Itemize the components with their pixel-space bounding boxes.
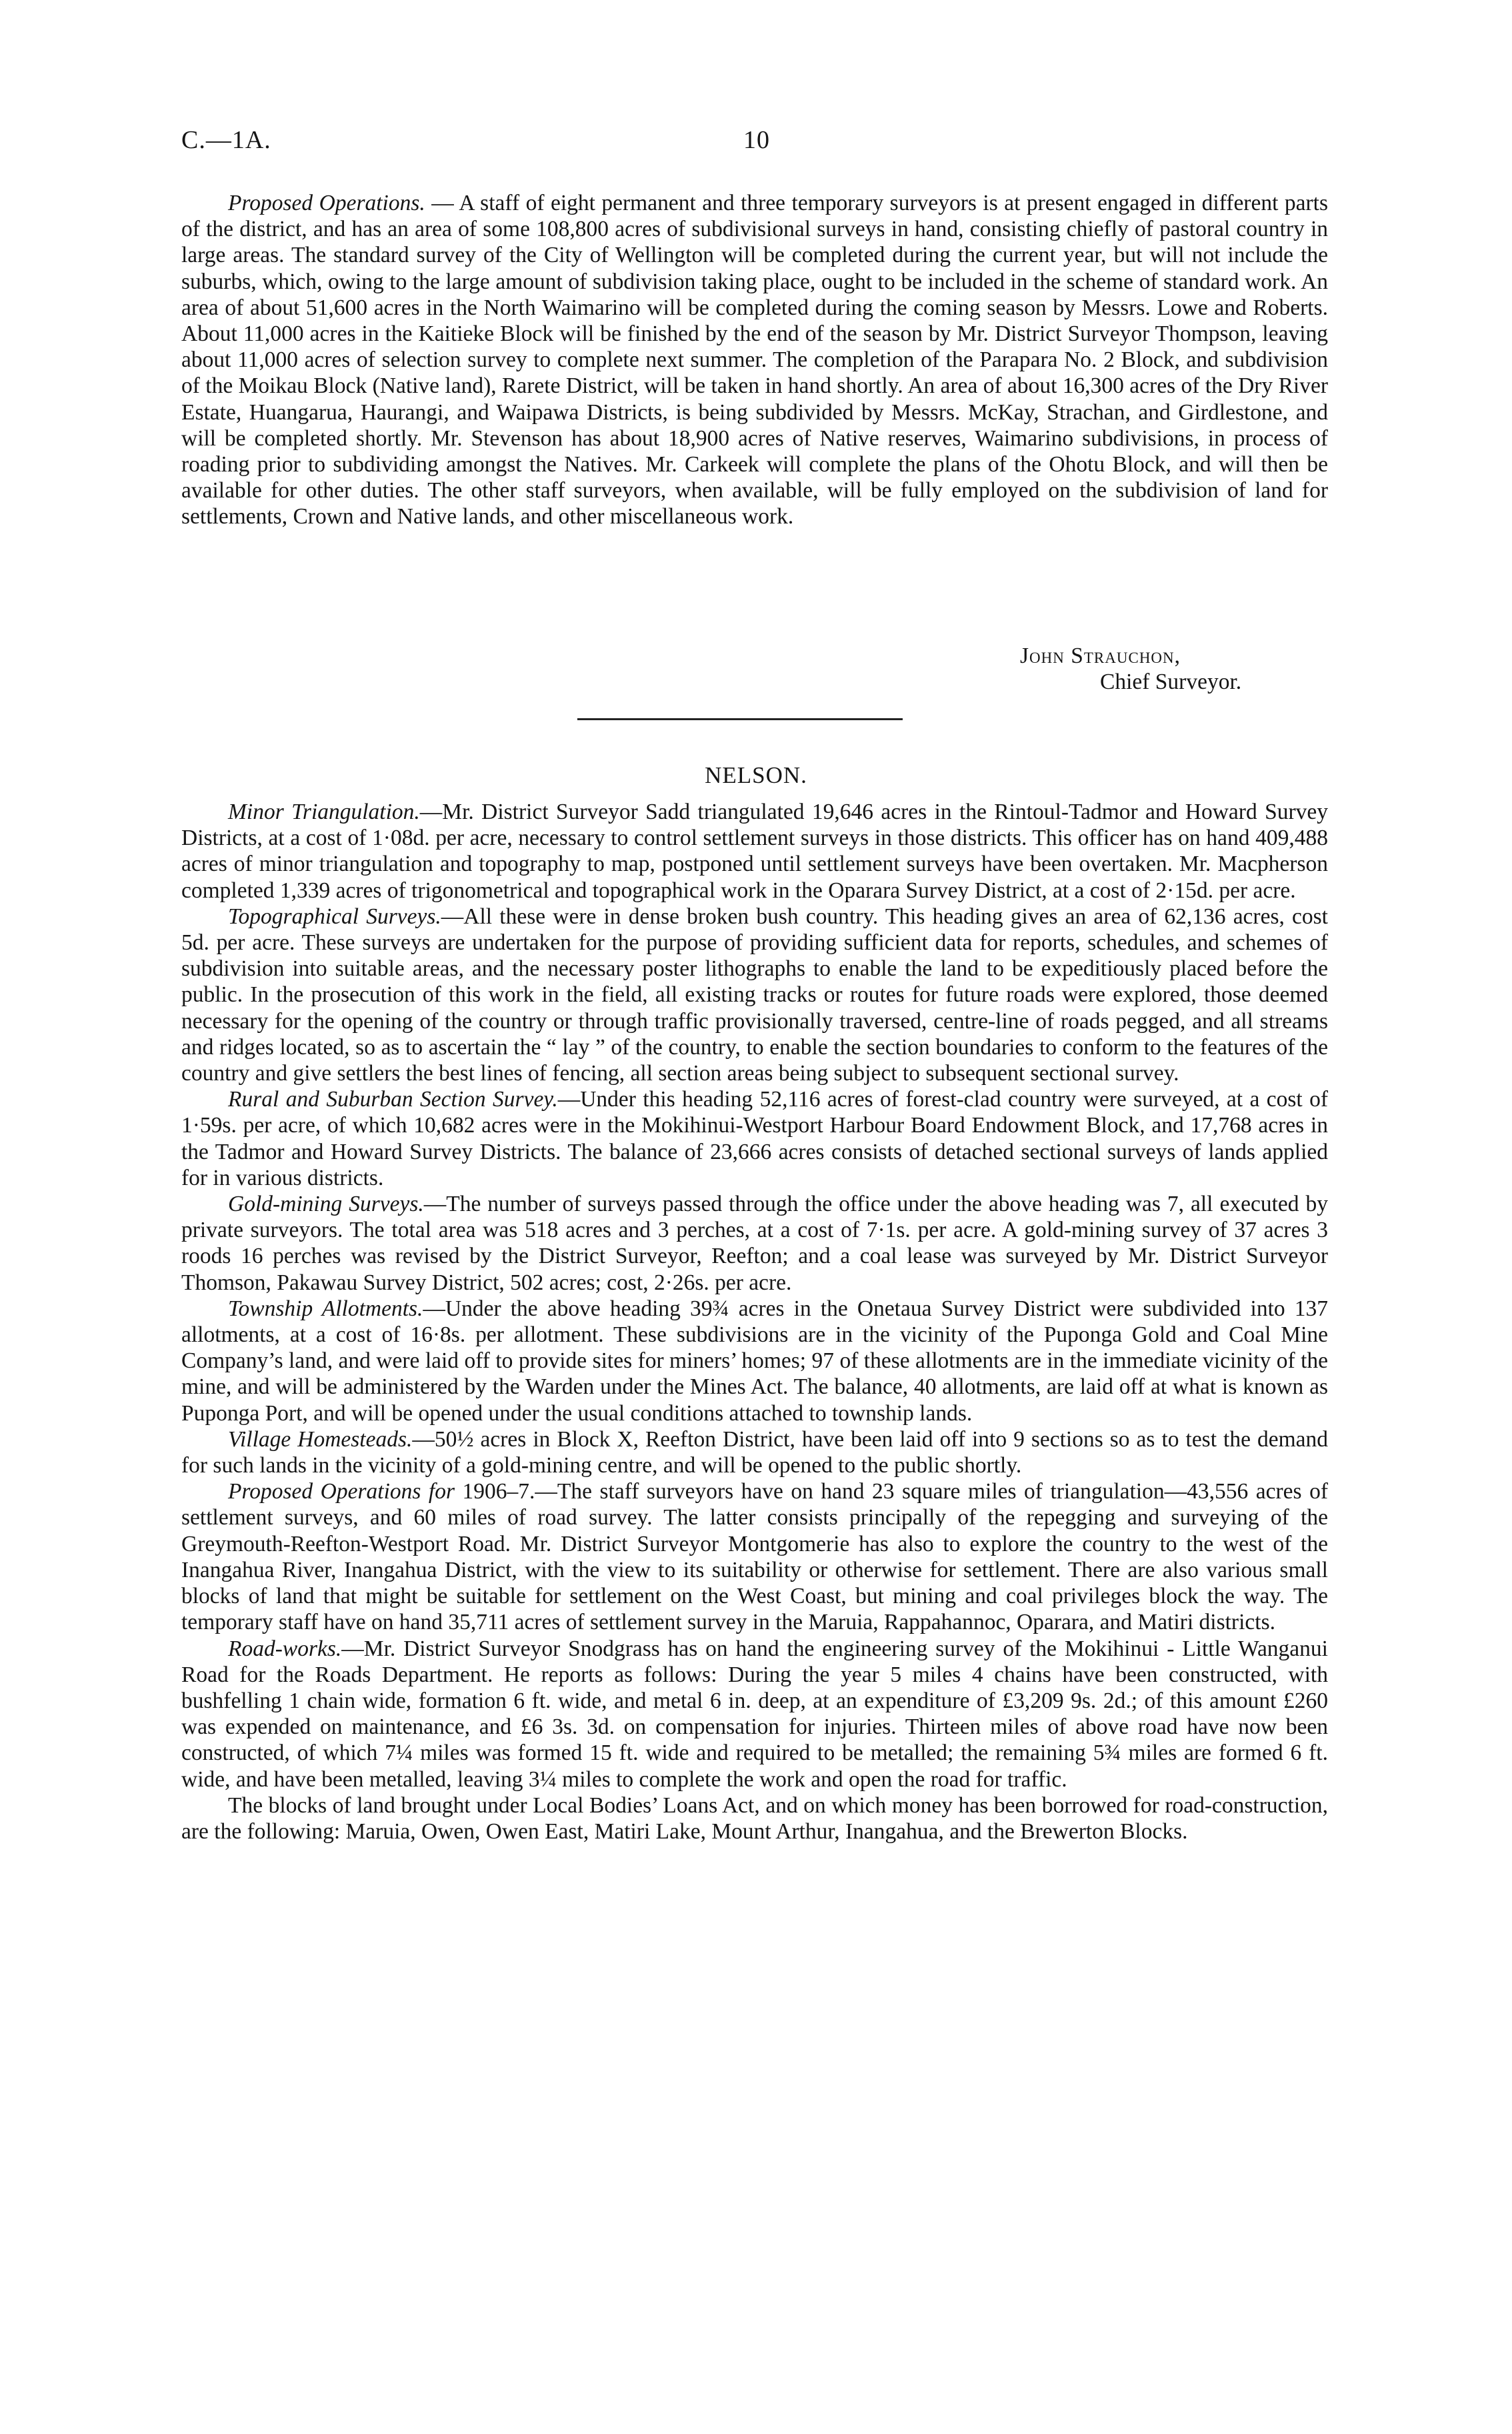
paragraph-heading: Topographical Surveys.: [228, 904, 441, 929]
report-reference: C.—1A.: [181, 126, 271, 154]
paragraph: [181, 1792, 1328, 1845]
section-divider: [577, 718, 903, 720]
paragraph-heading: Minor Triangulation.: [228, 800, 420, 824]
paragraph-text: —50½ acres in Block X, Reefton District, have been laid off into 9 sections so as to test the demand for such lands in the vicinity of a gold-mining centre, and will be opened to the public shortly.: [181, 1426, 1328, 1478]
paragraph-heading: Proposed Operations.: [228, 191, 425, 215]
paragraph-text: —Mr. District Surveyor Snodgrass has on hand the engineering survey of the Mokihinui - Little Wanganui Road for the Roads Department. He reports as follows: During the year 5 miles 4 chains have been constructed, with bushfelling 1 chain wide, formation 6 ft. wide, and metal 6 in. deep, at an expenditure of £3,209 9s. 2d.; of this amount £260 was expended on maintenance, and £6 3s. 3d. on compensation for injuries. Thirteen miles of above road have now been constructed, of which 7¼ miles was formed 15 ft. wide and required to be metalled; the remaining 5¾ miles are formed 6 ft. wide, and have been metalled, leaving 3¼ miles to complete the work and open the road for traffic.: [181, 1636, 1328, 1792]
paragraph-text: The blocks of land brought under Local Bodies’ Loans Act, and on which money has been borrowed for road-construction, are the following: Maruia, Owen, Owen East, Matiri Lake, Mount Arthur, Inangahua, and the Brewerton Blocks.: [181, 1792, 1328, 1844]
paragraph-heading: Village Homesteads.: [228, 1426, 413, 1452]
paragraph-text: —All these were in dense broken bush country. This heading gives an area of 62,136 acres, cost 5d. per acre. These surveys are undertaken for the purpose of providing sufficient data for reports, schedules, and schemes of subdivision into suitable areas, and the necessary poster lithographs to enable the land to be expeditiously placed before the public. In the prosecution of this work in the field, all existing tracks or routes for future roads were explored, those deemed necessary for the opening of the country or through traffic provisionally traversed, centre-line of roads pegged, and all streams and ridges located, so as to ascertain the “ lay ” of the country, to enable the section boundaries to conform to the features of the country and give settlers the best lines of fencing, all section areas being subject to subsequent sectional survey.: [181, 904, 1328, 1086]
paragraph-text: 1906–7.—The staff surveyors have on hand 23 square miles of triangulation—43,556 acres of settlement surveys, and 60 miles of road survey. The latter consists principally of the repegging and surveying of the Greymouth-Reefton-Westport Road. Mr. District Surveyor Montgomerie has also to explore the country to the west of the Inangahua River, Inangahua District, with the view to its suitability or otherwise for settlement. There are also various small blocks of land that might be suitable for settlement on the West Coast, but mining and coal privileges block the way. The temporary staff have on hand 35,711 acres of settlement survey in the Maruia, Rappahannoc, Oparara, and Matiri districts.: [181, 1479, 1328, 1635]
paragraph-heading: Rural and Suburban Section Survey.: [228, 1087, 558, 1112]
paragraph: [181, 904, 1328, 1086]
paragraph: [181, 1191, 1328, 1296]
paragraph: [181, 1296, 1328, 1426]
paragraph: [181, 799, 1328, 904]
paragraph-heading: Proposed Operations for: [228, 1479, 455, 1504]
paragraph: [181, 1636, 1328, 1792]
nelson-section: [181, 799, 1328, 1845]
signature-name: John Strauchon,: [1020, 644, 1181, 668]
signature-title: Chief Surveyor.: [1100, 670, 1242, 694]
paragraph-heading: Gold-mining Surveys.: [228, 1192, 424, 1217]
paragraph-text: —Under this heading 52,116 acres of forest-clad country were surveyed, at a cost of 1·59s. per acre, of which 10,682 acres were in the Mokihinui-Westport Harbour Board Endowment Block, and 17,768 acres in the Tadmor and Howard Survey Districts. The balance of 23,666 acres consists of detached sectional surveys of lands applied for in various districts.: [181, 1087, 1328, 1190]
paragraph: [181, 1478, 1328, 1635]
paragraph: [181, 190, 1328, 530]
section-title-nelson: NELSON.: [705, 762, 807, 788]
paragraph-text: — A staff of eight permanent and three temporary surveyors is at present engaged in different parts of the district, and has an area of some 108,800 acres of subdivisional surveys in hand, consisting chiefly of pastoral country in large areas. The standard survey of the City of Wellington will be completed during the current year, but will not include the suburbs, which, owing to the large amount of subdivision taking place, ought to be included in the scheme of standard work. An area of about 51,600 acres in the North Waimarino will be completed during the coming season by Messrs. Lowe and Roberts. About 11,000 acres in the Kaitieke Block will be finished by the end of the season by Mr. District Surveyor Thompson, leaving about 11,000 acres of selection survey to complete next summer. The completion of the Parapara No. 2 Block, and subdivision of the Moikau Block (Native land), Rarete District, will be taken in hand shortly. An area of about 16,300 acres of the Dry River Estate, Huangarua, Haurangi, and Waipawa Districts, is being subdivided by Messrs. McKay, Strachan, and Girdlestone, and will be completed shortly. Mr. Stevenson has about 18,900 acres of Native reserves, Waimarino subdivisions, in process of roading prior to subdividing amongst the Natives. Mr. Carkeek will complete the plans of the Ohotu Block, and will then be available for other duties. The other staff surveyors, when available, will be fully employed on the subdivision of land for settlements, Crown and Native lands, and other miscellaneous work.: [181, 191, 1328, 529]
paragraph-text: —Under the above heading 39¾ acres in the Onetaua Survey District were subdivided into 137 allotments, at a cost of 16·8s. per allotment. These subdivisions are in the vicinity of the Puponga Gold and Coal Mine Company’s land, and were laid off to provide sites for miners’ homes; 97 of these allotments are in the immediate vicinity of the mine, and will be administered by the Warden under the Mines Act. The balance, 40 allotments, are laid off at what is known as Puponga Port, and will be opened under the usual conditions attached to township lands.: [181, 1296, 1328, 1426]
paragraph-heading: Road-works.: [228, 1636, 342, 1661]
paragraph-text: —Mr. District Surveyor Sadd triangulated 19,646 acres in the Rintoul-Tadmor and Howard Survey Districts, at a cost of 1·08d. per acre, necessary to control settlement surveys in those districts. This officer has on hand 409,488 acres of minor triangulation and topography to map, postponed until settlement surveys have been overtaken. Mr. Macpherson completed 1,339 acres of trigonometrical and topographical work in the Oparara Survey District, at a cost of 2·15d. per acre.: [181, 800, 1328, 903]
page-number: 10: [743, 126, 770, 154]
paragraph: [181, 1426, 1328, 1478]
paragraph-heading: Township Allotments.: [228, 1296, 423, 1321]
wellington-section: [181, 190, 1328, 530]
paragraph: [181, 1086, 1328, 1191]
paragraph-text: —The number of surveys passed through the office under the above heading was 7, all executed by private surveyors. The total area was 518 acres and 3 perches, at a cost of 7·1s. per acre. A gold-mining survey of 37 acres 3 roods 16 perches was revised by the District Surveyor, Reefton; and a coal lease was surveyed by Mr. District Surveyor Thomson, Pakawau Survey District, 502 acres; cost, 2·26s. per acre.: [181, 1192, 1328, 1295]
